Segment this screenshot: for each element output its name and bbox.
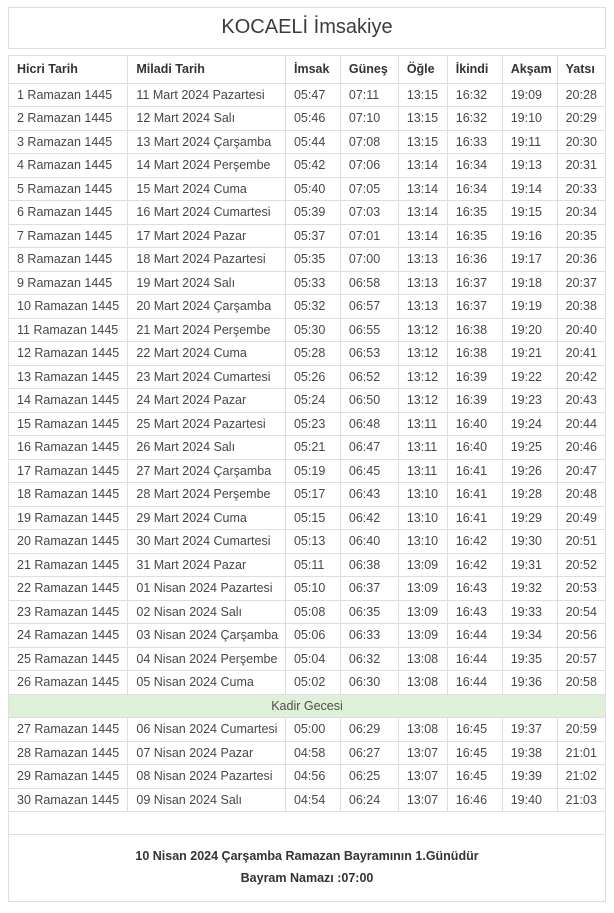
header-row [9,56,606,84]
cell-imsak: 05:26 [285,365,340,389]
cell-aksam: 19:20 [502,318,557,342]
cell-yatsi: 20:59 [557,718,605,742]
cell-aksam: 19:19 [502,295,557,319]
table-row [9,459,606,483]
cell-ogle: 13:10 [398,530,447,554]
cell-ogle: 13:09 [398,624,447,648]
cell-miladi-tarih: 06 Nisan 2024 Cumartesi [128,718,286,742]
cell-hicri-tarih: 13 Ramazan 1445 [9,365,128,389]
cell-gunes: 06:57 [340,295,398,319]
cell-gunes: 06:42 [340,506,398,530]
cell-gunes: 07:11 [340,83,398,107]
cell-miladi-tarih: 09 Nisan 2024 Salı [128,788,286,812]
cell-aksam: 19:25 [502,436,557,460]
cell-miladi-tarih: 29 Mart 2024 Cuma [128,506,286,530]
cell-ikindi: 16:32 [447,83,502,107]
cell-imsak: 05:15 [285,506,340,530]
cell-ogle: 13:13 [398,295,447,319]
cell-aksam: 19:38 [502,741,557,765]
cell-hicri-tarih: 16 Ramazan 1445 [9,436,128,460]
cell-yatsi: 20:41 [557,342,605,366]
cell-miladi-tarih: 28 Mart 2024 Perşembe [128,483,286,507]
cell-hicri-tarih: 17 Ramazan 1445 [9,459,128,483]
cell-imsak: 05:28 [285,342,340,366]
cell-hicri-tarih: 29 Ramazan 1445 [9,765,128,789]
cell-hicri-tarih: 10 Ramazan 1445 [9,295,128,319]
cell-ogle: 13:14 [398,224,447,248]
kadir-gecesi-row [9,694,606,718]
column-header-gunes: Güneş [340,56,398,84]
cell-yatsi: 20:49 [557,506,605,530]
cell-hicri-tarih: 20 Ramazan 1445 [9,530,128,554]
cell-hicri-tarih: 24 Ramazan 1445 [9,624,128,648]
table-row [9,483,606,507]
cell-aksam: 19:15 [502,201,557,225]
cell-ogle: 13:07 [398,765,447,789]
cell-hicri-tarih: 30 Ramazan 1445 [9,788,128,812]
cell-yatsi: 21:02 [557,765,605,789]
cell-miladi-tarih: 31 Mart 2024 Pazar [128,553,286,577]
cell-imsak: 05:33 [285,271,340,295]
cell-hicri-tarih: 22 Ramazan 1445 [9,577,128,601]
table-row [9,741,606,765]
cell-gunes: 06:25 [340,765,398,789]
cell-gunes: 06:43 [340,483,398,507]
cell-gunes: 06:30 [340,671,398,695]
cell-gunes: 06:48 [340,412,398,436]
cell-ikindi: 16:42 [447,553,502,577]
cell-miladi-tarih: 25 Mart 2024 Pazartesi [128,412,286,436]
cell-miladi-tarih: 21 Mart 2024 Perşembe [128,318,286,342]
cell-yatsi: 20:44 [557,412,605,436]
cell-imsak: 05:47 [285,83,340,107]
cell-ikindi: 16:41 [447,483,502,507]
cell-hicri-tarih: 9 Ramazan 1445 [9,271,128,295]
cell-yatsi: 20:38 [557,295,605,319]
table-row [9,177,606,201]
cell-ogle: 13:13 [398,271,447,295]
cell-hicri-tarih: 4 Ramazan 1445 [9,154,128,178]
cell-miladi-tarih: 18 Mart 2024 Pazartesi [128,248,286,272]
table-row [9,365,606,389]
table-row [9,295,606,319]
cell-imsak: 05:23 [285,412,340,436]
column-header-hicri-tarih: Hicri Tarih [9,56,128,84]
cell-ogle: 13:08 [398,718,447,742]
cell-ogle: 13:11 [398,412,447,436]
cell-miladi-tarih: 23 Mart 2024 Cumartesi [128,365,286,389]
cell-gunes: 06:38 [340,553,398,577]
cell-hicri-tarih: 7 Ramazan 1445 [9,224,128,248]
cell-ogle: 13:07 [398,741,447,765]
cell-miladi-tarih: 07 Nisan 2024 Pazar [128,741,286,765]
table-row [9,224,606,248]
cell-ogle: 13:09 [398,577,447,601]
table-row [9,788,606,812]
cell-miladi-tarih: 30 Mart 2024 Cumartesi [128,530,286,554]
cell-aksam: 19:11 [502,130,557,154]
cell-ogle: 13:14 [398,201,447,225]
cell-ogle: 13:10 [398,483,447,507]
cell-ogle: 13:09 [398,553,447,577]
cell-ikindi: 16:36 [447,248,502,272]
cell-ikindi: 16:40 [447,436,502,460]
kadir-gecesi-label: Kadir Gecesi [9,694,606,718]
bayram-info-line: 10 Nisan 2024 Çarşamba Ramazan Bayramının 1.Günüdür [135,849,479,863]
cell-ikindi: 16:44 [447,671,502,695]
cell-ogle: 13:11 [398,436,447,460]
cell-aksam: 19:10 [502,107,557,131]
cell-yatsi: 20:48 [557,483,605,507]
cell-gunes: 07:10 [340,107,398,131]
cell-ogle: 13:08 [398,671,447,695]
cell-yatsi: 20:47 [557,459,605,483]
cell-ikindi: 16:35 [447,201,502,225]
empty-spacer-row [8,812,606,835]
cell-yatsi: 20:28 [557,83,605,107]
cell-hicri-tarih: 11 Ramazan 1445 [9,318,128,342]
cell-gunes: 06:50 [340,389,398,413]
cell-hicri-tarih: 1 Ramazan 1445 [9,83,128,107]
cell-aksam: 19:34 [502,624,557,648]
cell-gunes: 06:55 [340,318,398,342]
table-row [9,530,606,554]
table-header [9,56,606,84]
cell-yatsi: 20:40 [557,318,605,342]
cell-hicri-tarih: 3 Ramazan 1445 [9,130,128,154]
cell-gunes: 06:32 [340,647,398,671]
cell-miladi-tarih: 19 Mart 2024 Salı [128,271,286,295]
cell-aksam: 19:26 [502,459,557,483]
cell-imsak: 05:32 [285,295,340,319]
cell-imsak: 05:37 [285,224,340,248]
cell-aksam: 19:21 [502,342,557,366]
table-body [9,83,606,812]
cell-ikindi: 16:45 [447,765,502,789]
cell-imsak: 04:58 [285,741,340,765]
cell-ikindi: 16:41 [447,459,502,483]
cell-hicri-tarih: 2 Ramazan 1445 [9,107,128,131]
cell-yatsi: 20:31 [557,154,605,178]
cell-miladi-tarih: 01 Nisan 2024 Pazartesi [128,577,286,601]
column-header-ikindi: İkindi [447,56,502,84]
table-row [9,600,606,624]
cell-imsak: 05:21 [285,436,340,460]
cell-imsak: 05:17 [285,483,340,507]
cell-ikindi: 16:34 [447,177,502,201]
cell-gunes: 07:03 [340,201,398,225]
cell-aksam: 19:31 [502,553,557,577]
cell-imsak: 05:30 [285,318,340,342]
column-header-aksam: Akşam [502,56,557,84]
cell-miladi-tarih: 11 Mart 2024 Pazartesi [128,83,286,107]
prayer-times-table [8,55,606,812]
table-row [9,318,606,342]
cell-aksam: 19:18 [502,271,557,295]
cell-yatsi: 21:01 [557,741,605,765]
cell-ogle: 13:11 [398,459,447,483]
cell-ikindi: 16:38 [447,318,502,342]
page-title: KOCAELİ İmsakiye [8,7,606,49]
cell-imsak: 05:19 [285,459,340,483]
cell-imsak: 05:40 [285,177,340,201]
cell-yatsi: 20:36 [557,248,605,272]
cell-aksam: 19:16 [502,224,557,248]
cell-gunes: 06:40 [340,530,398,554]
cell-ogle: 13:10 [398,506,447,530]
cell-imsak: 05:02 [285,671,340,695]
cell-hicri-tarih: 8 Ramazan 1445 [9,248,128,272]
cell-ikindi: 16:44 [447,647,502,671]
cell-gunes: 07:08 [340,130,398,154]
cell-aksam: 19:23 [502,389,557,413]
cell-aksam: 19:32 [502,577,557,601]
cell-yatsi: 20:34 [557,201,605,225]
cell-imsak: 05:46 [285,107,340,131]
cell-ogle: 13:09 [398,600,447,624]
cell-ogle: 13:08 [398,647,447,671]
cell-miladi-tarih: 15 Mart 2024 Cuma [128,177,286,201]
cell-ogle: 13:12 [398,389,447,413]
table-row [9,718,606,742]
table-row [9,201,606,225]
cell-ogle: 13:14 [398,177,447,201]
cell-gunes: 06:24 [340,788,398,812]
table-row [9,412,606,436]
cell-ikindi: 16:43 [447,577,502,601]
cell-miladi-tarih: 13 Mart 2024 Çarşamba [128,130,286,154]
cell-aksam: 19:28 [502,483,557,507]
cell-hicri-tarih: 21 Ramazan 1445 [9,553,128,577]
cell-aksam: 19:36 [502,671,557,695]
cell-ikindi: 16:42 [447,530,502,554]
cell-miladi-tarih: 03 Nisan 2024 Çarşamba [128,624,286,648]
cell-gunes: 07:06 [340,154,398,178]
cell-ikindi: 16:45 [447,718,502,742]
cell-gunes: 06:35 [340,600,398,624]
cell-ikindi: 16:37 [447,271,502,295]
cell-imsak: 05:11 [285,553,340,577]
cell-hicri-tarih: 23 Ramazan 1445 [9,600,128,624]
table-row [9,506,606,530]
cell-miladi-tarih: 24 Mart 2024 Pazar [128,389,286,413]
cell-hicri-tarih: 27 Ramazan 1445 [9,718,128,742]
cell-hicri-tarih: 15 Ramazan 1445 [9,412,128,436]
cell-ogle: 13:12 [398,365,447,389]
cell-yatsi: 20:42 [557,365,605,389]
cell-aksam: 19:14 [502,177,557,201]
cell-ikindi: 16:35 [447,224,502,248]
cell-miladi-tarih: 12 Mart 2024 Salı [128,107,286,131]
cell-aksam: 19:09 [502,83,557,107]
cell-imsak: 05:10 [285,577,340,601]
table-row [9,553,606,577]
cell-ikindi: 16:45 [447,741,502,765]
cell-miladi-tarih: 02 Nisan 2024 Salı [128,600,286,624]
cell-ogle: 13:13 [398,248,447,272]
cell-hicri-tarih: 6 Ramazan 1445 [9,201,128,225]
footer-note [8,835,606,902]
cell-ogle: 13:12 [398,318,447,342]
cell-aksam: 19:13 [502,154,557,178]
cell-miladi-tarih: 27 Mart 2024 Çarşamba [128,459,286,483]
table-row [9,130,606,154]
table-row [9,765,606,789]
cell-ikindi: 16:43 [447,600,502,624]
cell-miladi-tarih: 22 Mart 2024 Cuma [128,342,286,366]
column-header-yatsi: Yatsı [557,56,605,84]
cell-imsak: 05:39 [285,201,340,225]
table-row [9,248,606,272]
cell-imsak: 05:00 [285,718,340,742]
cell-ogle: 13:14 [398,154,447,178]
cell-aksam: 19:22 [502,365,557,389]
cell-hicri-tarih: 5 Ramazan 1445 [9,177,128,201]
table-row [9,154,606,178]
cell-yatsi: 20:56 [557,624,605,648]
cell-hicri-tarih: 26 Ramazan 1445 [9,671,128,695]
cell-imsak: 05:42 [285,154,340,178]
cell-yatsi: 20:57 [557,647,605,671]
cell-miladi-tarih: 04 Nisan 2024 Perşembe [128,647,286,671]
cell-ogle: 13:07 [398,788,447,812]
cell-yatsi: 20:37 [557,271,605,295]
cell-hicri-tarih: 19 Ramazan 1445 [9,506,128,530]
cell-yatsi: 20:54 [557,600,605,624]
cell-hicri-tarih: 18 Ramazan 1445 [9,483,128,507]
cell-imsak: 05:24 [285,389,340,413]
cell-yatsi: 20:53 [557,577,605,601]
cell-yatsi: 20:35 [557,224,605,248]
column-header-ogle: Öğle [398,56,447,84]
cell-aksam: 19:35 [502,647,557,671]
table-row [9,271,606,295]
cell-miladi-tarih: 26 Mart 2024 Salı [128,436,286,460]
cell-hicri-tarih: 14 Ramazan 1445 [9,389,128,413]
cell-yatsi: 20:29 [557,107,605,131]
cell-ikindi: 16:39 [447,389,502,413]
cell-yatsi: 20:46 [557,436,605,460]
cell-gunes: 06:53 [340,342,398,366]
cell-imsak: 04:54 [285,788,340,812]
cell-yatsi: 20:51 [557,530,605,554]
cell-ikindi: 16:34 [447,154,502,178]
cell-miladi-tarih: 17 Mart 2024 Pazar [128,224,286,248]
cell-aksam: 19:24 [502,412,557,436]
cell-ogle: 13:15 [398,83,447,107]
cell-aksam: 19:17 [502,248,557,272]
cell-gunes: 06:52 [340,365,398,389]
cell-yatsi: 20:43 [557,389,605,413]
cell-yatsi: 20:33 [557,177,605,201]
cell-ikindi: 16:32 [447,107,502,131]
cell-ikindi: 16:39 [447,365,502,389]
cell-imsak: 05:35 [285,248,340,272]
table-row [9,647,606,671]
cell-imsak: 05:13 [285,530,340,554]
cell-aksam: 19:37 [502,718,557,742]
cell-aksam: 19:33 [502,600,557,624]
cell-ikindi: 16:33 [447,130,502,154]
cell-miladi-tarih: 05 Nisan 2024 Cuma [128,671,286,695]
cell-yatsi: 20:30 [557,130,605,154]
cell-aksam: 19:39 [502,765,557,789]
table-row [9,342,606,366]
cell-ikindi: 16:46 [447,788,502,812]
cell-gunes: 06:37 [340,577,398,601]
cell-ogle: 13:12 [398,342,447,366]
table-row [9,83,606,107]
cell-miladi-tarih: 14 Mart 2024 Perşembe [128,154,286,178]
cell-yatsi: 20:58 [557,671,605,695]
cell-gunes: 07:01 [340,224,398,248]
cell-imsak: 05:06 [285,624,340,648]
table-row [9,624,606,648]
cell-imsak: 05:04 [285,647,340,671]
cell-miladi-tarih: 16 Mart 2024 Cumartesi [128,201,286,225]
cell-gunes: 06:27 [340,741,398,765]
cell-gunes: 06:45 [340,459,398,483]
cell-miladi-tarih: 20 Mart 2024 Çarşamba [128,295,286,319]
cell-hicri-tarih: 25 Ramazan 1445 [9,647,128,671]
table-row [9,436,606,460]
cell-hicri-tarih: 28 Ramazan 1445 [9,741,128,765]
cell-ikindi: 16:37 [447,295,502,319]
cell-gunes: 06:33 [340,624,398,648]
cell-ikindi: 16:41 [447,506,502,530]
cell-miladi-tarih: 08 Nisan 2024 Pazartesi [128,765,286,789]
cell-imsak: 04:56 [285,765,340,789]
bayram-namazi-line: Bayram Namazı :07:00 [240,871,374,885]
cell-gunes: 07:00 [340,248,398,272]
cell-ikindi: 16:40 [447,412,502,436]
column-header-miladi-tarih: Miladi Tarih [128,56,286,84]
cell-imsak: 05:44 [285,130,340,154]
cell-ogle: 13:15 [398,107,447,131]
cell-aksam: 19:40 [502,788,557,812]
column-header-imsak: İmsak [285,56,340,84]
cell-ikindi: 16:38 [447,342,502,366]
table-row [9,577,606,601]
cell-gunes: 07:05 [340,177,398,201]
table-row [9,389,606,413]
table-row [9,107,606,131]
cell-gunes: 06:47 [340,436,398,460]
cell-aksam: 19:30 [502,530,557,554]
cell-ikindi: 16:44 [447,624,502,648]
cell-ogle: 13:15 [398,130,447,154]
cell-yatsi: 21:03 [557,788,605,812]
cell-imsak: 05:08 [285,600,340,624]
cell-gunes: 06:58 [340,271,398,295]
table-row [9,671,606,695]
cell-aksam: 19:29 [502,506,557,530]
cell-hicri-tarih: 12 Ramazan 1445 [9,342,128,366]
cell-yatsi: 20:52 [557,553,605,577]
cell-gunes: 06:29 [340,718,398,742]
